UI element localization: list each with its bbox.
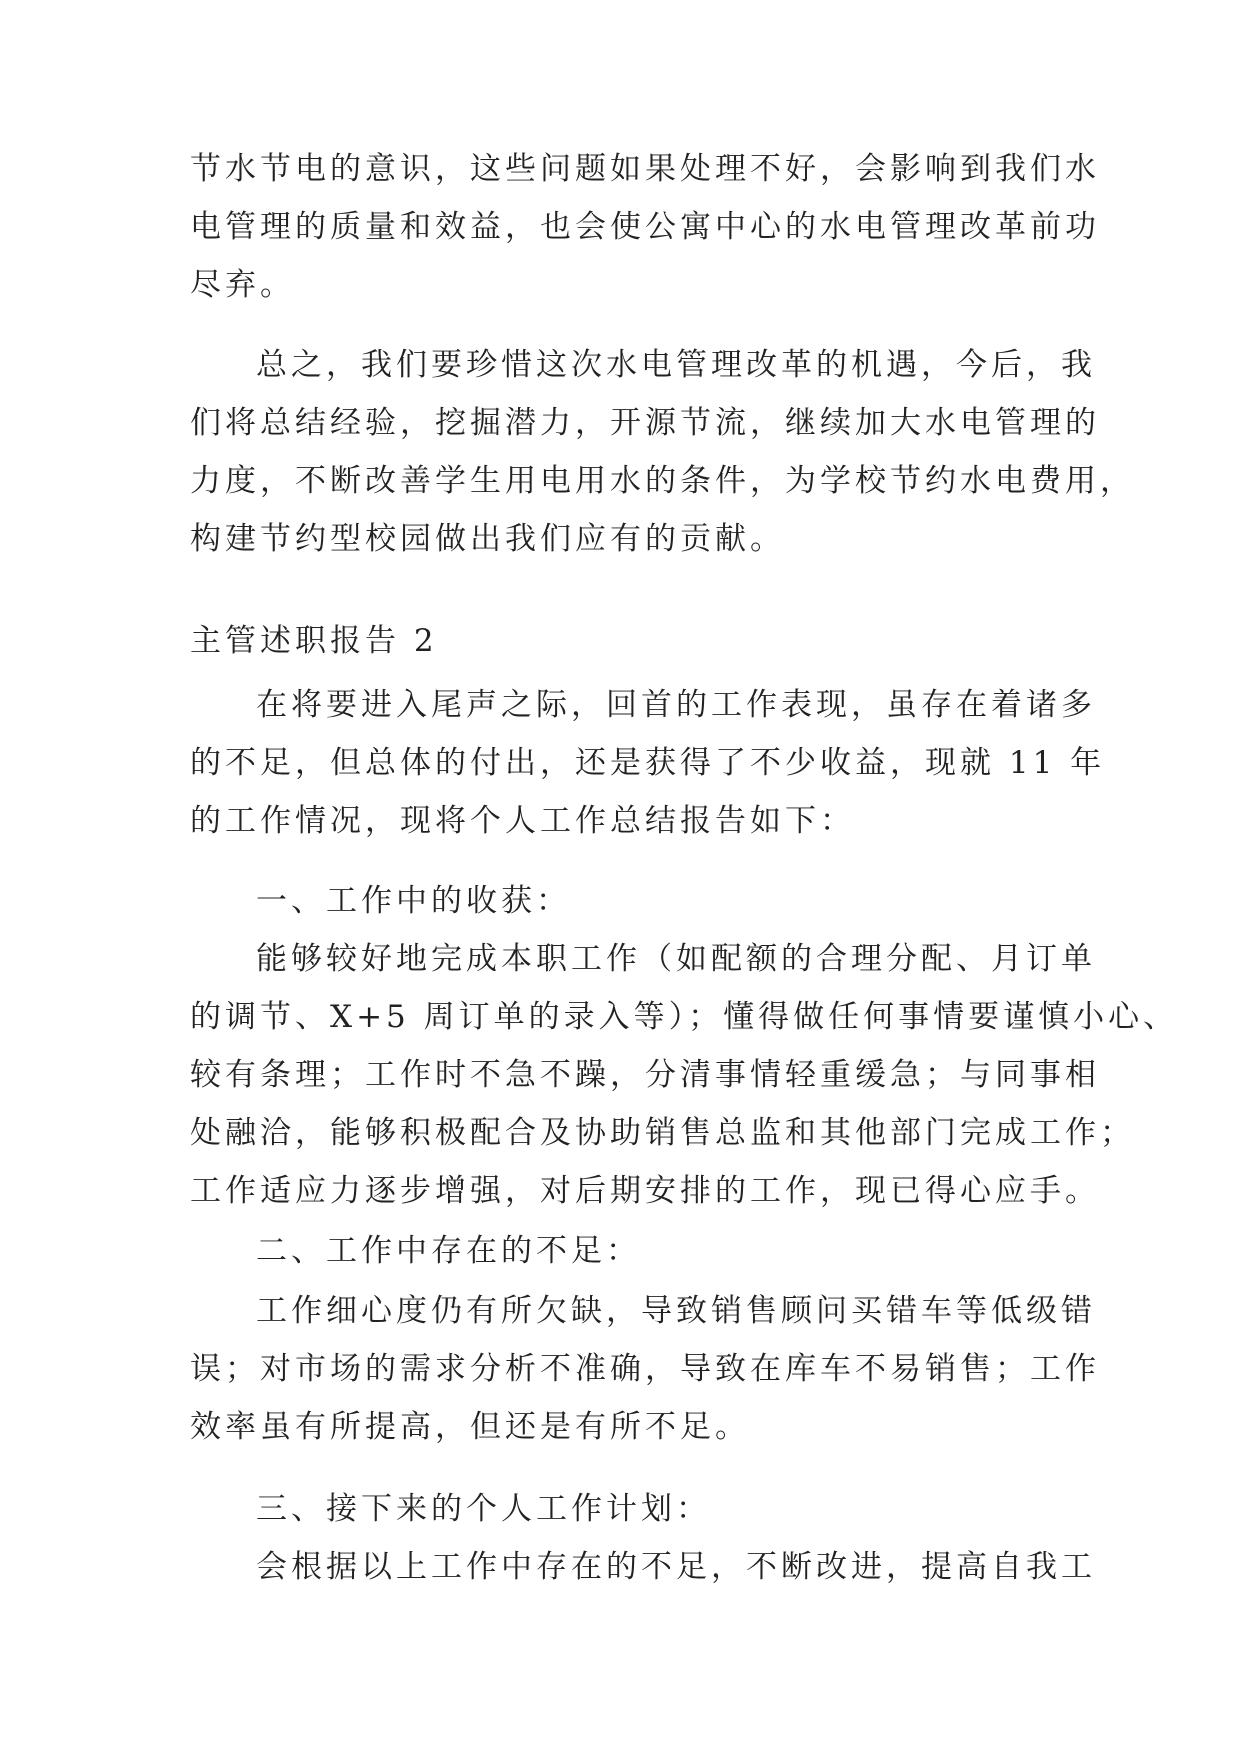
text-line: 效率虽有所提高，但还是有所不足。 — [190, 1409, 750, 1445]
text-line: 总之，我们要珍惜这次水电管理改革的机遇，今后，我 — [256, 347, 1096, 383]
text-line: 的调节、X+5 周订单的录入等）；懂得做任何事情要谨慎小心、 — [190, 999, 1179, 1035]
text-line: 节水节电的意识，这些问题如果处理不好，会影响到我们水 — [190, 151, 1100, 187]
paragraph-conclusion — [190, 336, 1135, 568]
section-title-block — [190, 612, 1050, 670]
text-line: 工作适应力逐步增强，对后期安排的工作，现已得心应手。 — [190, 1173, 1100, 1209]
paragraph-water-electricity-awareness — [190, 140, 1100, 314]
text-line: 误；对市场的需求分析不准确，导致在库车不易销售；工作 — [190, 1351, 1100, 1387]
text-line: 在将要进入尾声之际，回首的工作表现，虽存在着诸多 — [256, 687, 1096, 723]
paragraph-shortcomings — [190, 1282, 1100, 1456]
text-line: 会根据以上工作中存在的不足，不断改进，提高自我工 — [256, 1549, 1096, 1585]
text-line: 较有条理；工作时不急不躁，分清事情轻重缓急；与同事相 — [190, 1057, 1100, 1093]
paragraph-plan — [190, 1538, 1096, 1596]
text-line: 电管理的质量和效益，也会使公寓中心的水电管理改革前功 — [190, 209, 1100, 245]
paragraph-gains — [190, 930, 1179, 1220]
section-title: 主管述职报告 2 — [190, 623, 438, 659]
text-line: 力度，不断改善学生用电用水的条件，为学校节约水电费用， — [190, 463, 1135, 499]
text-line: 的工作情况，现将个人工作总结报告如下： — [190, 803, 855, 839]
heading-gains-block — [190, 872, 1050, 930]
heading-plan-block — [190, 1480, 1050, 1538]
heading-gains: 一、工作中的收获： — [256, 883, 571, 919]
text-line: 尽弃。 — [190, 267, 295, 303]
heading-shortcomings-block — [190, 1222, 1050, 1280]
paragraph-intro — [190, 676, 1106, 850]
heading-plan: 三、接下来的个人工作计划： — [256, 1491, 711, 1527]
heading-shortcomings: 二、工作中存在的不足： — [256, 1233, 641, 1269]
text-line: 的不足，但总体的付出，还是获得了不少收益，现就 11 年 — [190, 745, 1106, 781]
text-line: 处融洽，能够积极配合及协助销售总监和其他部门完成工作； — [190, 1115, 1135, 1151]
text-line: 构建节约型校园做出我们应有的贡献。 — [190, 521, 785, 557]
text-line: 们将总结经验，挖掘潜力，开源节流，继续加大水电管理的 — [190, 405, 1100, 441]
text-line: 能够较好地完成本职工作（如配额的合理分配、月订单 — [256, 941, 1096, 977]
text-line: 工作细心度仍有所欠缺，导致销售顾问买错车等低级错 — [256, 1293, 1096, 1329]
